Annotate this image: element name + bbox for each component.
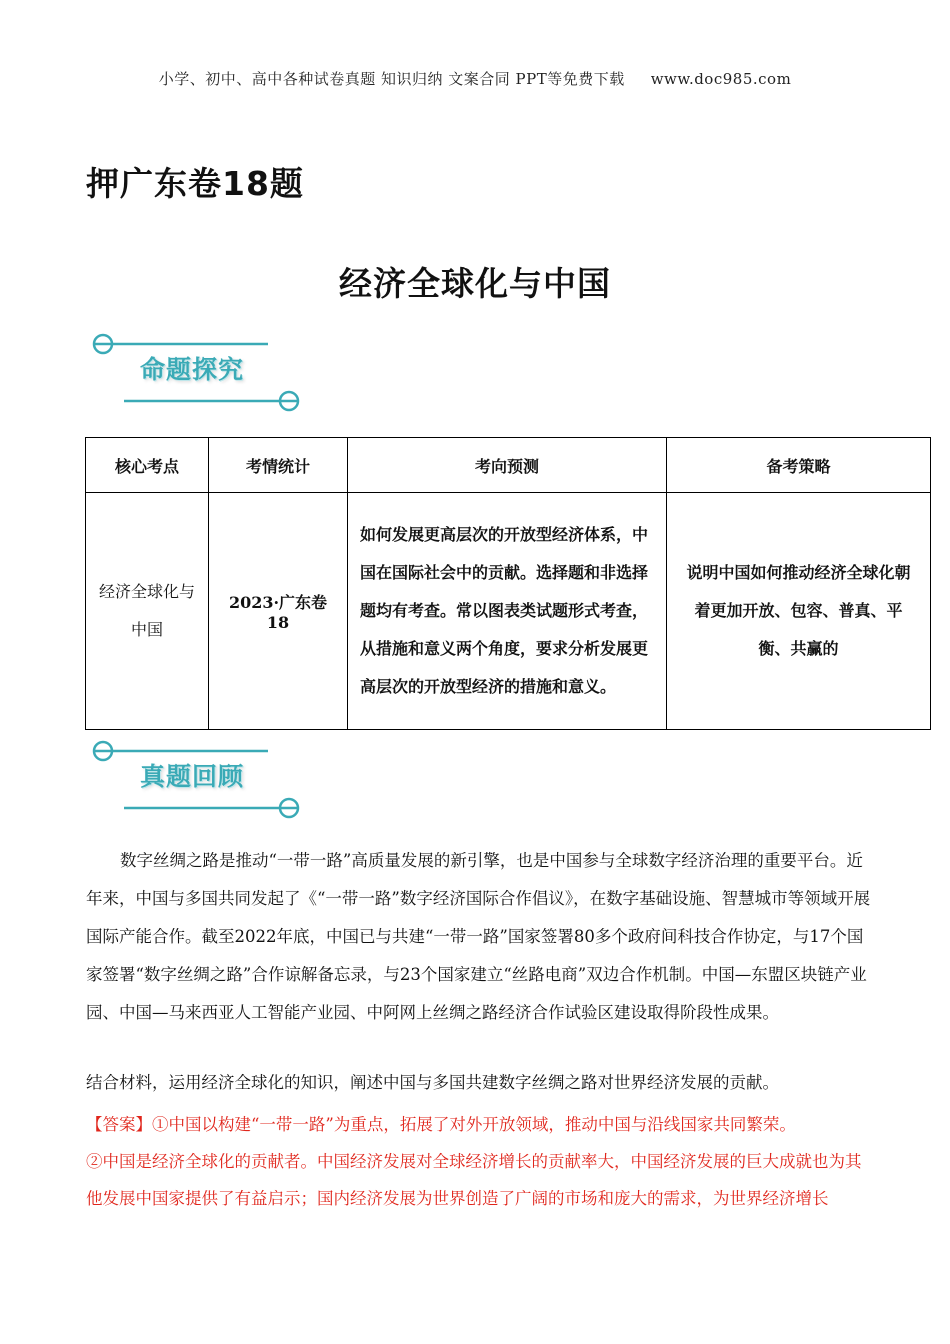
cell-strategy: 说明中国如何推动经济全球化朝着更加开放、包容、普真、平衡、共赢的: [667, 493, 931, 730]
answer-line-2: ②中国是经济全球化的贡献者。中国经济发展对全球经济增长的贡献率大，中国经济发展的巨大成就也为其他发展中国家提供了有益启示；国内经济发展为世界创造了广阔的市场和庞大的需求，为世界经济增长: [86, 1152, 862, 1208]
material-paragraph: 数字丝绸之路是推动“一带一路”高质量发展的新引擎，也是中国参与全球数字经济治理的重要平台。近年来，中国与多国共同发起了《“一带一路”数字经济国际合作倡议》，在数字基础设施、智慧城市等领域开展国际产能合作。截至2022年底，中国已与共建“一带一路”国家签署80多个政府间科技合作协定，与17个国家签署“数字丝绸之路”合作谅解备忘录，与23个国家建立“丝路电商”双边合作机制。中国—东盟区块链产业园、中国—马来西亚人工智能产业园、中阿网上丝绸之路经济合作试验区建设取得阶段性成果。: [86, 851, 871, 1022]
header-text: 小学、初中、高中各种试卷真题 知识归纳 文案合同 PPT等免费下载: [158, 70, 625, 88]
header-strategy: 备考策略: [667, 438, 931, 493]
question-text: 结合材料，运用经济全球化的知识，阐述中国与多国共建数字丝绸之路对世界经济发展的贡献。: [86, 1073, 779, 1092]
page-title: 押广东卷18题: [86, 164, 304, 203]
answer-tag: 【答案】: [86, 1115, 152, 1134]
header-core: 核心考点: [86, 438, 209, 493]
banner-proposition-exploration: [88, 328, 308, 418]
page-header: [0, 68, 950, 89]
banner-past-exam-review: [88, 735, 308, 825]
banner-label: 命题探究: [140, 355, 245, 384]
header-forecast: 考向预测: [348, 438, 667, 493]
table-header-row: [86, 438, 931, 493]
cell-stats: 2023·广东卷18: [209, 493, 348, 730]
answer-block: [86, 1106, 876, 1217]
page-subtitle: 经济全球化与中国: [339, 264, 611, 303]
cell-forecast: 如何发展更高层次的开放型经济体系，中国在国际社会中的贡献。选择题和非选择题均有考查。常以图表类试题形式考查，从措施和意义两个角度，要求分析发展更高层次的开放型经济的措施和意义。: [348, 493, 667, 730]
answer-line-1: ①中国以构建“一带一路”为重点，拓展了对外开放领域，推动中国与沿线国家共同繁荣。: [152, 1115, 796, 1134]
exam-analysis-table: [85, 437, 931, 730]
header-site-link[interactable]: www.doc985.com: [650, 70, 792, 88]
cell-core: 经济全球化与中国: [86, 493, 209, 730]
header-stats: 考情统计: [209, 438, 348, 493]
table-row: [86, 493, 931, 730]
banner-label: 真题回顾: [140, 762, 245, 791]
